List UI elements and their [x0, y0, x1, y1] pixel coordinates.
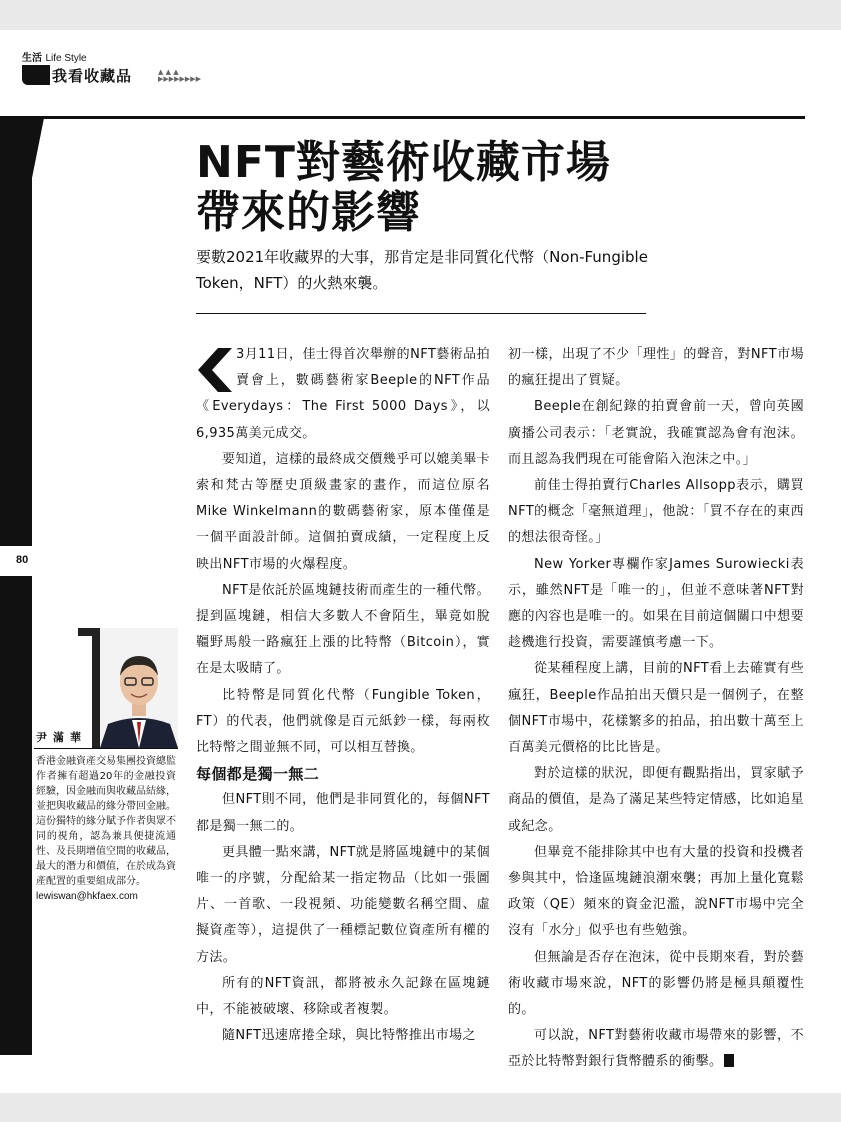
paragraph: 但畢竟不能排除其中也有大量的投資和投機者參與其中，恰逢區塊鏈浪潮來襲；再加上量化寬鬆政策（QE）頻來的資金氾濫，說NFT市場中完全沒有「水分」似乎也有些勉強。: [508, 844, 804, 939]
section-heading: 每個都是獨一無二: [196, 765, 320, 784]
subtitle-rule: [196, 313, 646, 314]
end-mark-icon: [724, 1054, 734, 1067]
column-tag: [22, 63, 222, 87]
magazine-page: [0, 30, 841, 1093]
arrows-icon: ▲ ▲ ▲ ▶▶▶▶▶▶▶▶: [158, 68, 202, 83]
paragraph: 更具體一點來講，NFT就是將區塊鏈中的某個唯一的序號，分配給某一指定物品（比如一張圖片、一首歌、一段視頻、功能變數名稱空間、虛擬資產等），這提供了一種標記數位資產所有權的方法。: [196, 844, 490, 965]
paragraph: 可以說，NFT對藝術收藏市場帶來的影響，不亞於比特幣對銀行貨幣體系的衝擊。: [508, 1028, 804, 1070]
paragraph: 但無論是否存在泡沫，從中長期來看，對於藝術收藏市場來說，NFT的影響仍將是極具顛覆性的。: [508, 949, 804, 1018]
author-photo: [78, 628, 178, 748]
section-label: [22, 49, 87, 64]
page-number: 80: [16, 554, 29, 566]
paragraph: 所有的NFT資訊，都將被永久記錄在區塊鏈中，不能被破壞、移除或者複製。: [196, 975, 490, 1018]
paragraph: 對於這樣的狀況，即便有觀點指出，買家賦予商品的價值，是為了滿足某些特定情感，比如追星或紀念。: [508, 766, 804, 834]
article-title: [196, 138, 611, 238]
author-name: 尹滿華: [36, 731, 87, 744]
paragraph: 3月11日，佳士得首次舉辦的NFT藝術品拍賣會上，數碼藝術家Beeple的NFT作品《Everydays：The First 5000 Days》，以6,935萬美元成交。: [196, 347, 490, 441]
paragraph: New Yorker專欄作家James Surowiecki表示，雖然NFT是「唯一的」，但並不意味著NFT對應的內容也是唯一的。如果在目前這個關口中想要趁機進行投資，需要謹慎考慮一下。: [508, 556, 804, 651]
paragraph: 要知道，這樣的最終成交價幾乎可以媲美畢卡索和梵古等歷史頂級畫家的畫作，而這位原名Mike Winkelmann的數碼藝術家，原本僅僅是一個平面設計師。這個拍賣成績，一定程度上反映出NFT市場的火爆程度。: [196, 451, 491, 572]
author-bio: [36, 754, 176, 904]
author-rule: [34, 748, 178, 749]
column-title: 我看收藏品: [52, 67, 133, 85]
article-subtitle: 要數2021年收藏界的大事，那肯定是非同質化代幣（Non-Fungible Token，NFT）的火熱來襲。: [196, 248, 648, 292]
paragraph: NFT是依託於區塊鏈技術而產生的一種代幣。提到區塊鏈，相信大多數人不會陌生，畢竟如脫韁野馬般一路瘋狂上漲的比特幣（Bitcoin），實在是太吸睛了。: [196, 582, 490, 677]
paragraph: 但NFT則不同，他們是非同質化的，每個NFT都是獨一無二的。: [196, 792, 490, 834]
paragraph: 比特幣是同質化代幣（Fungible Token，FT）的代表，他們就像是百元紙鈔一樣，每兩枚比特幣之間並無不同，可以相互替換。: [196, 687, 490, 756]
corner-triangle-icon: [32, 118, 44, 178]
column-tag-block: [22, 65, 50, 85]
quote-mark-icon: [196, 348, 232, 392]
paragraph: 從某種程度上講，目前的NFT看上去確實有些瘋狂，Beeple作品拍出天價只是一個例子，在整個NFT市場中，花樣繁多的拍品，拍出數十萬至上百萬美元價格的比比皆是。: [508, 661, 804, 756]
paragraph: 初一樣，出現了不少「理性」的聲音，對NFT市場的瘋狂提出了質疑。: [508, 347, 804, 389]
author-email: lewiswan@hkfaex.com: [36, 891, 138, 902]
top-rule: [0, 116, 805, 119]
title-line-1: NFT對藝術收藏市場: [196, 137, 611, 188]
author-description: 作者擁有超過20年的金融投資經驗，因金融而與收藏品結緣，並把與收藏品的緣分帶回金融。這份獨特的緣分賦予作者與眾不同的視角，認為兼具便捷流通性、及長期增值空間的收藏品，最大的潛力和價值，在於成為資產配置的重要組成部分。: [36, 771, 176, 887]
section-zh: 生活: [22, 53, 42, 64]
left-band: [0, 118, 32, 1055]
paragraph: 隨NFT迅速席捲全球，與比特幣推出市場之: [222, 1028, 476, 1044]
paragraph: 前佳士得拍賣行Charles Allsopp表示，購買NFT的概念「毫無道理」，他說：「買不存在的東西的想法很奇怪。」: [508, 478, 804, 546]
body-column-1: [196, 342, 490, 1049]
section-en: Life Style: [45, 53, 87, 64]
author-title: 香港金融資產交易集團投資總監: [36, 756, 176, 767]
body-column-2: [508, 342, 804, 1076]
paragraph: Beeple在創紀錄的拍賣會前一天，曾向英國廣播公司表示：「老實說，我確實認為會有泡沫。而且認為我們現在可能會陷入泡沫之中。」: [508, 399, 804, 467]
title-line-2: 帶來的影響: [196, 187, 421, 238]
